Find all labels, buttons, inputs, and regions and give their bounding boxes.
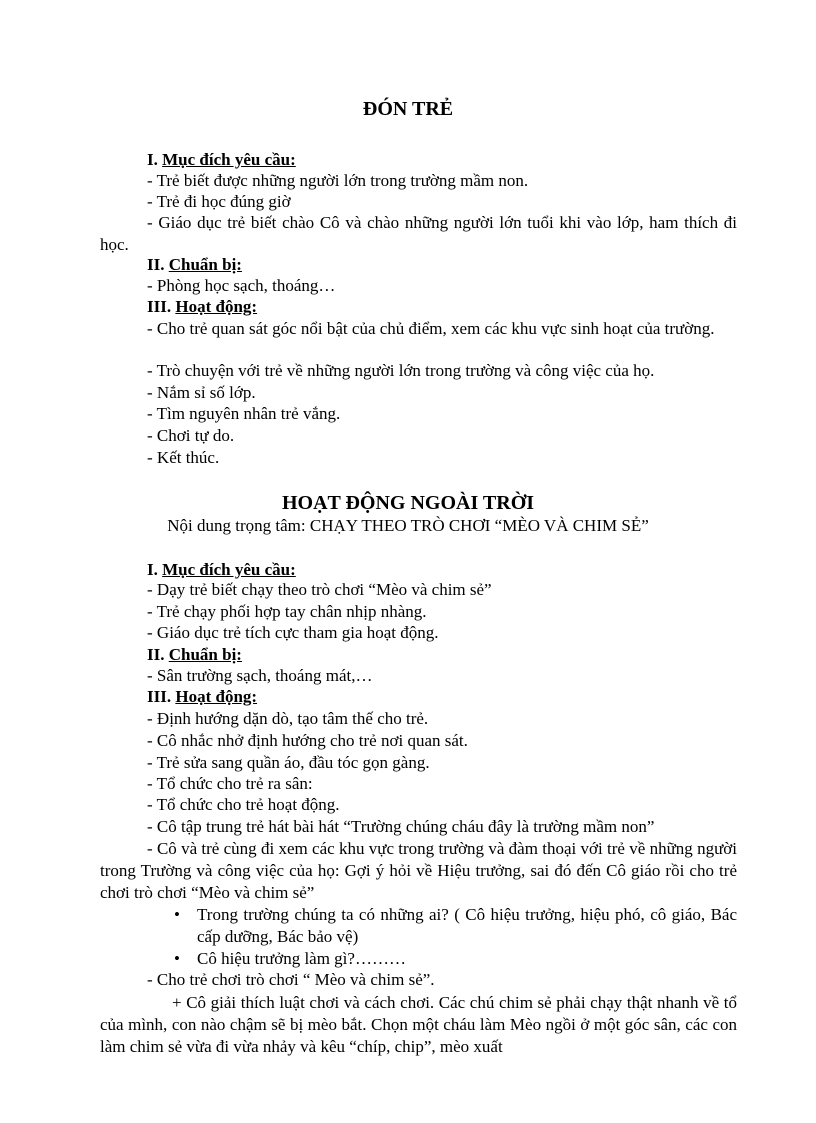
section-subtitle: Nội dung trọng tâm: CHẠY THEO TRÒ CHƠI “MÈO VÀ CHIM SẺ”: [167, 516, 649, 535]
paragraph: - Nắm sỉ số lớp.: [147, 383, 256, 402]
paragraph: - Tổ chức cho trẻ ra sân:: [147, 774, 313, 793]
section-title-hoat-dong-ngoai-troi: HOẠT ĐỘNG NGOÀI TRỜI: [281, 492, 535, 514]
heading-text: Hoạt động:: [175, 297, 258, 316]
paragraph: - Trò chuyện với trẻ về những người lớn trong trường và công việc của họ.: [147, 361, 655, 380]
heading-number: III.: [147, 687, 172, 706]
heading-number: III.: [147, 297, 172, 316]
bullet-item: [174, 904, 737, 948]
heading-text: Chuẩn bị:: [168, 645, 242, 664]
bullet-item: [174, 948, 737, 970]
heading-text: Mục đích yêu cầu:: [162, 560, 296, 579]
paragraph: - Cho trẻ chơi trò chơi “ Mèo và chim sẻ”.: [147, 970, 435, 989]
paragraph: - Giáo dục trẻ biết chào Cô và chào những người lớn tuổi khi vào lớp, ham thích đi học.: [100, 213, 737, 254]
heading-chuan-bi: [147, 255, 242, 275]
paragraph: - Trẻ biết được những người lớn trong trường mầm non.: [147, 171, 529, 190]
heading-number: II.: [147, 645, 165, 664]
bullet-icon: •: [174, 905, 180, 924]
heading-text: Chuẩn bị:: [168, 255, 242, 274]
heading-chuan-bi: [147, 645, 242, 665]
paragraph: + Cô giải thích luật chơi và cách chơi. Các chú chim sẻ phải chạy thật nhanh về tổ của mình, con nào chậm sẽ bị mèo bắt. Chọn một cháu làm Mèo ngồi ở một góc sân, các con làm chim sẻ vừa đi vừa nhảy và kêu “chíp, chip”, mèo xuất: [100, 993, 737, 1056]
heading-muc-dich: [147, 150, 296, 170]
bullet-text: Cô hiệu trưởng làm gì?………: [197, 949, 406, 968]
bullet-text: Trong trường chúng ta có những ai? ( Cô hiệu trưởng, hiệu phó, cô giáo, Bác cấp dưỡng, Bác bảo vệ): [197, 905, 737, 946]
bullet-icon: •: [174, 949, 180, 968]
paragraph: - Tìm nguyên nhân trẻ vắng.: [147, 404, 341, 423]
paragraph: - Giáo dục trẻ tích cực tham gia hoạt động.: [147, 623, 439, 642]
paragraph: - Tổ chức cho trẻ hoạt động.: [147, 795, 340, 814]
heading-number: II.: [147, 255, 165, 274]
paragraph: - Trẻ chạy phối hợp tay chân nhịp nhàng.: [147, 602, 427, 621]
heading-number: I.: [147, 560, 158, 579]
heading-muc-dich: [147, 560, 296, 580]
heading-text: Mục đích yêu cầu:: [162, 150, 296, 169]
paragraph: - Kết thúc.: [147, 448, 220, 467]
paragraph: - Cho trẻ quan sát góc nổi bật của chủ điểm, xem các khu vực sinh hoạt của trường.: [147, 319, 715, 338]
paragraph: - Trẻ đi học đúng giờ: [147, 192, 291, 211]
paragraph: - Sân trường sạch, thoáng mát,…: [147, 666, 373, 685]
paragraph: - Trẻ sửa sang quần áo, đầu tóc gọn gàng.: [147, 753, 430, 772]
paragraph: - Phòng học sạch, thoáng…: [147, 276, 336, 295]
paragraph: - Cô nhắc nhở định hướng cho trẻ nơi quan sát.: [147, 731, 468, 750]
paragraph: - Cô và trẻ cùng đi xem các khu vực trong trường và đàm thoại với trẻ về những người trong Trường và công việc của họ: Gợi ý hỏi về Hiệu trưởng, sai đó đến Cô giáo rồi cho trẻ chơi trò chơi “Mèo và chim sẻ”: [100, 839, 737, 902]
paragraph: - Chơi tự do.: [147, 426, 235, 445]
paragraph: - Định hướng dặn dò, tạo tâm thế cho trẻ.: [147, 709, 429, 728]
heading-number: I.: [147, 150, 158, 169]
heading-text: Hoạt động:: [175, 687, 258, 706]
heading-hoat-dong: [147, 297, 257, 317]
heading-hoat-dong: [147, 687, 257, 707]
paragraph: - Dạy trẻ biết chạy theo trò chơi “Mèo và chim sẻ”: [147, 580, 492, 599]
section-title-don-tre: ĐÓN TRẺ: [362, 98, 454, 120]
paragraph: - Cô tập trung trẻ hát bài hát “Trường chúng cháu đây là trường mầm non”: [147, 817, 655, 836]
